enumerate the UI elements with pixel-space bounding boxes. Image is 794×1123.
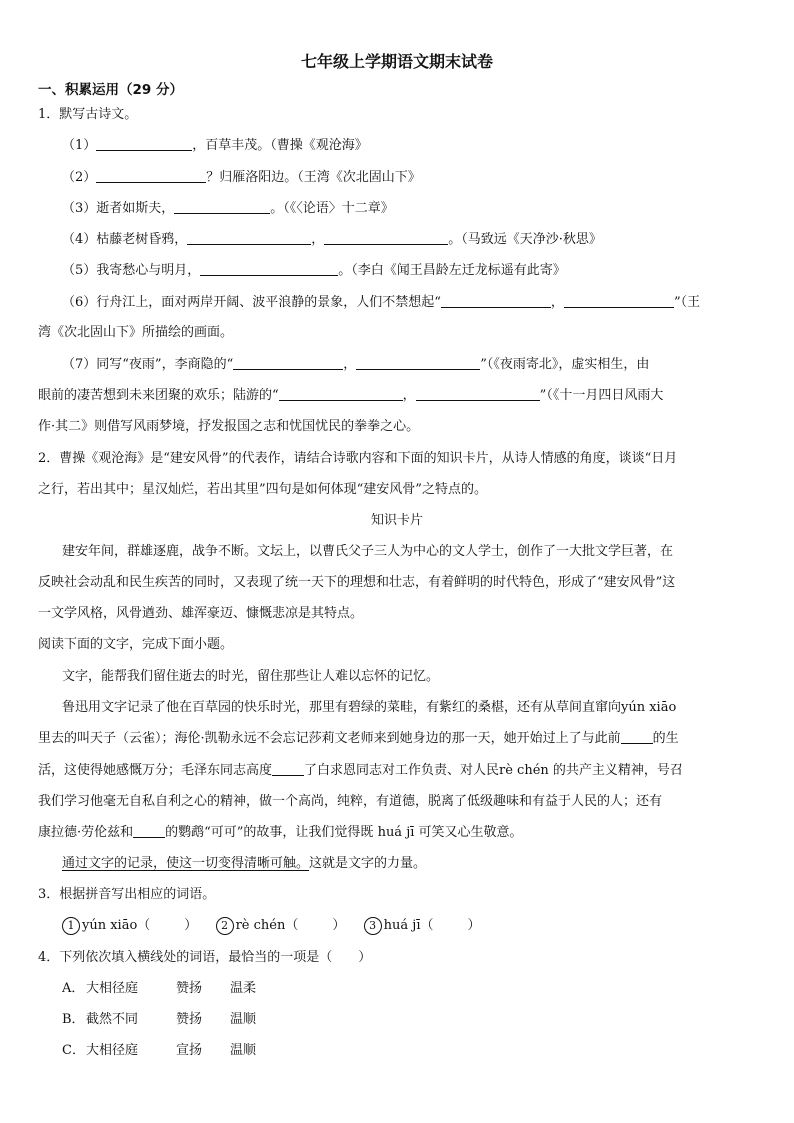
q1-item-6-mid: ， (550, 295, 564, 310)
circled-number-2: 2 (216, 917, 234, 935)
reading-p2-l5-pre: 康拉德·劳伦兹和 (38, 825, 134, 840)
option-word-3: 温柔 (230, 981, 257, 996)
q1-item-5-pre: （5）我寄愁心与明月， (62, 263, 201, 278)
answer-blank[interactable] (564, 293, 674, 308)
reading-p2-l5-post: 的鹦鹉“可可”的故事，让我们觉得既 huá jī 可笑又心生敬意。 (165, 825, 523, 840)
q1-item-3-post: 。（《〈论语〉十二章》 (270, 201, 394, 216)
knowledge-card-line3: 一文学风格，风骨遒劲、雄浑豪迈、慷慨悲凉是其特点。 (38, 606, 364, 621)
knowledge-card-line1: 建安年间，群雄逐鹿，战争不断。文坛上，以曹氏父子三人为中心的文人学士，创作了一大批文学巨著，在 (62, 544, 674, 559)
answer-blank[interactable] (174, 199, 270, 214)
fill-blank[interactable] (272, 761, 304, 776)
q1-item-2 (62, 167, 760, 189)
option-key: C． (62, 1043, 85, 1058)
option-word-1: 截然不同 (86, 1012, 139, 1027)
q1-item-7-line2-mid: ， (402, 388, 416, 403)
reading-paragraph-2-line4: 我们学习他毫无自私自利之心的精神，做一个高尚，纯粹，有道德，脱离了低级趣味和有益于人民的人；还有 (38, 794, 663, 809)
q3-item-2-close: ） (332, 918, 346, 933)
q3-item-3-close: ） (467, 918, 481, 933)
option-word-2: 宣扬 (176, 1043, 203, 1058)
q1-item-5 (62, 260, 760, 282)
option-a[interactable] (62, 978, 760, 1000)
question-3-stem: 3．根据拼音写出相应的词语。 (38, 887, 216, 902)
answer-blank[interactable] (96, 168, 206, 183)
q1-item-7-post: ”（《夜雨寄北》，虚实相生，由 (480, 357, 650, 372)
q1-item-4-post: 。（马致远《天净沙·秋思》 (448, 232, 602, 247)
q1-item-7-line2 (38, 385, 760, 407)
answer-blank[interactable] (187, 230, 311, 245)
q1-item-7-line2-post: ”（《十一月四日风雨大 (539, 388, 664, 403)
q1-item-2-post: ？归雁洛阳边。（王湾《次北固山下》 (206, 170, 421, 185)
q1-item-5-post: 。（李白《闻王昌龄左迁龙标遥有此寄》 (338, 263, 566, 278)
option-b[interactable] (62, 1009, 760, 1031)
option-key: B． (62, 1012, 85, 1027)
knowledge-card-title: 知识卡片 (370, 513, 423, 528)
reading-paragraph-2-line2 (38, 728, 760, 750)
circled-number-1: 1 (62, 917, 80, 935)
q1-item-7-pre: （7）同写“夜雨”，李商隐的“ (62, 357, 234, 372)
exam-title: 七年级上学期语文期末试卷 (300, 52, 493, 71)
option-word-1: 大相径庭 (86, 981, 139, 996)
fill-blank[interactable] (621, 729, 653, 744)
q1-item-3 (62, 198, 760, 220)
answer-blank[interactable] (200, 261, 338, 276)
q3-item-1-pinyin: yún xiāo（ (82, 918, 151, 933)
q3-item-3-pinyin: huá jī（ (383, 918, 434, 933)
circled-number-3: 3 (364, 917, 382, 935)
q1-item-1 (62, 135, 760, 157)
q1-item-3-pre: （3）逝者如斯夫， (62, 201, 175, 216)
option-word-3: 温顺 (230, 1043, 257, 1058)
q1-item-2-pre: （2） (62, 170, 97, 185)
q1-item-6-line2: 湾《次北固山下》所描绘的画面。 (38, 325, 234, 340)
answer-blank[interactable] (324, 230, 448, 245)
question-3-items (62, 915, 760, 937)
section-heading-1: 一、积累运用（29 分） (38, 82, 183, 98)
reading-p3-rest: 这就是文字的力量。 (309, 856, 427, 871)
q1-item-6-pre: （6）行舟江上，面对两岸开阔、波平浪静的景象，人们不禁想起“ (62, 295, 441, 310)
q3-item-2-pinyin: rè chén（ (235, 918, 299, 933)
reading-paragraph-2-line5 (38, 822, 760, 844)
reading-paragraph-1: 文字，能帮我们留住逝去的时光，留住那些让人难以忘怀的记忆。 (62, 669, 440, 684)
q3-item-1-close: ） (184, 918, 198, 933)
question-2-line1: 2．曹操《观沧海》是“建安风骨”的代表作，请结合诗歌内容和下面的知识卡片，从诗人情感的角度，谈谈“日月 (38, 451, 678, 466)
reading-p2-l2-post: 的生 (652, 731, 679, 746)
answer-blank[interactable] (233, 355, 343, 370)
answer-blank[interactable] (441, 293, 551, 308)
q1-item-4-mid: ， (311, 232, 325, 247)
answer-blank[interactable] (279, 386, 403, 401)
reading-paragraph-2-line3 (38, 760, 760, 782)
option-key: A． (62, 981, 85, 996)
q1-item-4 (62, 229, 760, 251)
q1-item-6-post: ”（王 (673, 295, 701, 310)
question-2-line2: 之行，若出其中；星汉灿烂，若出其里”四句是如何体现“建安风骨”之特点的。 (38, 482, 487, 497)
option-word-2: 赞扬 (176, 981, 203, 996)
option-word-2: 赞扬 (176, 1012, 203, 1027)
option-word-3: 温顺 (230, 1012, 257, 1027)
answer-blank[interactable] (416, 386, 540, 401)
q1-item-6-line1 (62, 292, 760, 314)
reading-p2-l3-post: 了白求恩同志对工作负责、对人民rè chén 的共产主义精神，号召 (304, 763, 683, 778)
question-1-stem: 1．默写古诗文。 (38, 107, 138, 122)
q1-item-1-post: ，百草丰茂。（曹操《观沧海》 (192, 138, 368, 153)
q1-item-7-mid: ， (343, 357, 357, 372)
reading-paragraph-2-line1: 鲁迅用文字记录了他在百草园的快乐时光，那里有碧绿的菜畦，有紫红的桑椹，还有从草间直窜向yún xiāo (62, 700, 677, 715)
q1-item-1-pre: （1） (62, 138, 97, 153)
reading-paragraph-3 (62, 853, 760, 875)
option-word-1: 大相径庭 (86, 1043, 139, 1058)
q1-item-4-pre: （4）枯藤老树昏鸦， (62, 232, 188, 247)
option-c[interactable] (62, 1040, 760, 1062)
q1-item-7-line2-pre: 眼前的凄苦想到未来团聚的欢乐；陆游的“ (38, 388, 279, 403)
reading-p2-l2-pre: 里去的叫天子（云雀）；海伦·凯勒永远不会忘记莎莉文老师来到她身边的那一天，她开始过上了与此前 (38, 731, 621, 746)
answer-blank[interactable] (96, 136, 192, 151)
answer-blank[interactable] (356, 355, 480, 370)
question-4-stem: 4．下列依次填入横线处的词语，最恰当的一项是（ ） (38, 950, 372, 965)
fill-blank[interactable] (133, 823, 165, 838)
knowledge-card-line2: 反映社会动乱和民生疾苦的同时，又表现了统一天下的理想和壮志，有着鲜明的时代特色，形成了“建安风骨”这 (38, 575, 676, 590)
reading-intro: 阅读下面的文字，完成下面小题。 (38, 637, 234, 652)
q1-item-7-line3: 作·其二》则借写风雨梦境，抒发报国之志和忧国忧民的拳拳之心。 (38, 419, 420, 434)
q1-item-7-line1 (62, 354, 760, 376)
underlined-sentence: 通过文字的记录，使这一切变得清晰可触。 (62, 856, 310, 871)
reading-p2-l3-pre: 活，这使得她感慨万分；毛泽东同志高度 (38, 763, 273, 778)
